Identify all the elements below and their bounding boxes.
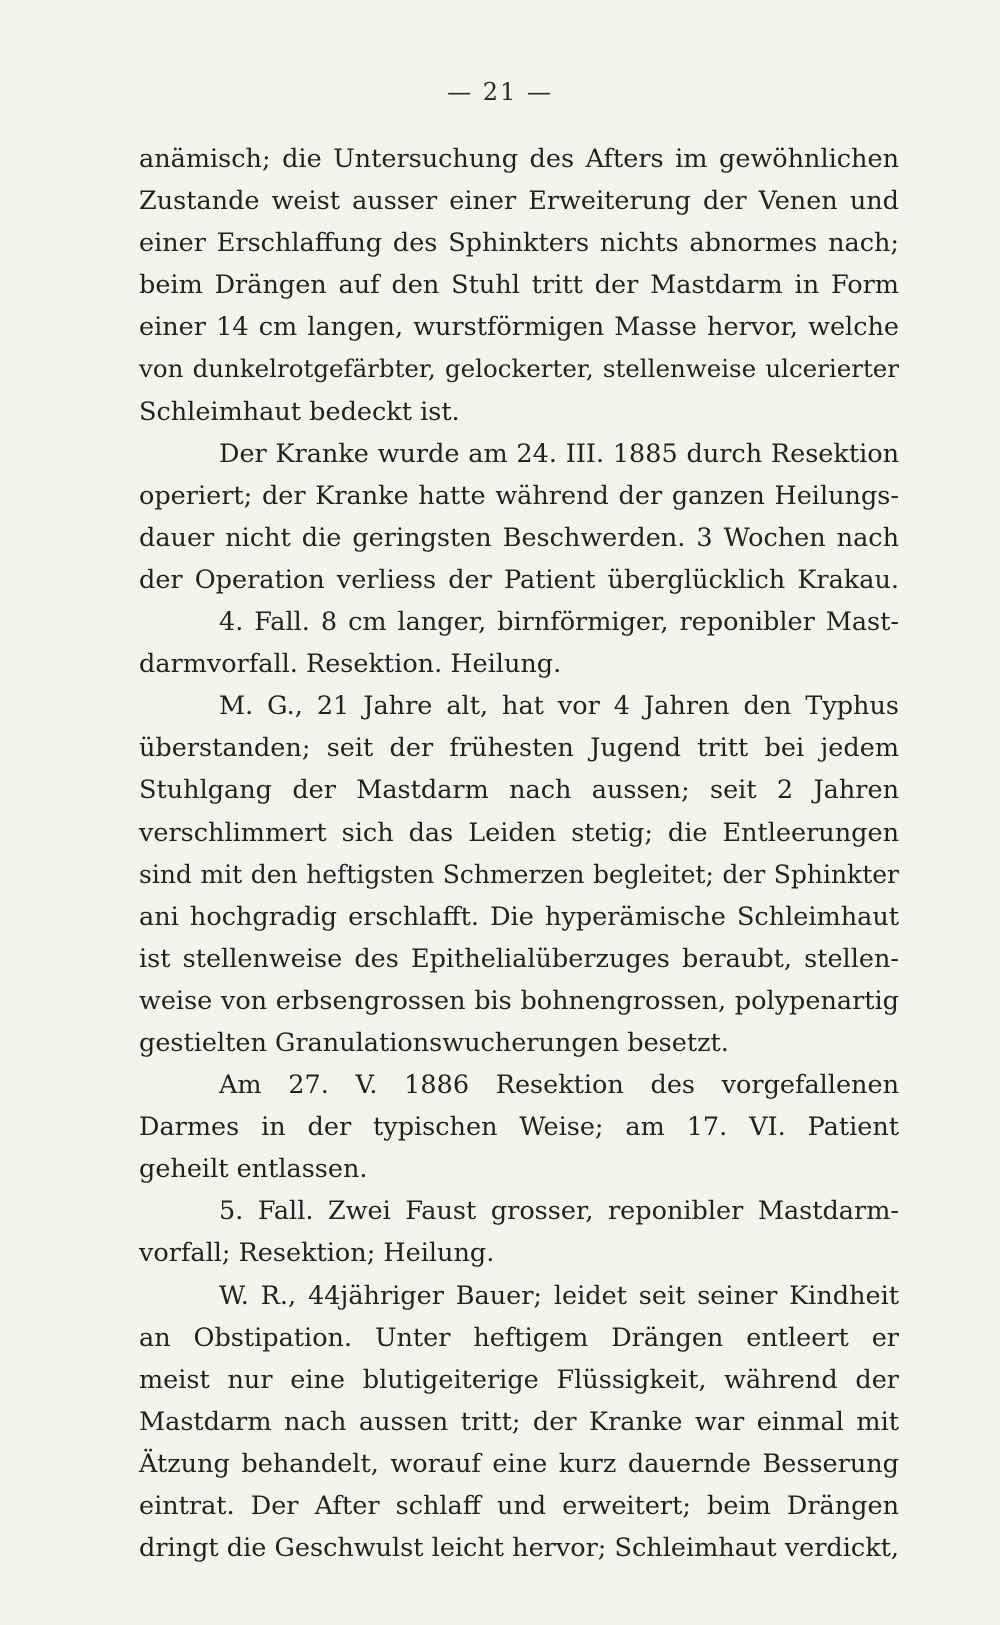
- text-line: anämisch; die Untersuchung des Afters im gewöhnlichen: [139, 144, 899, 174]
- text-line: meist nur eine blutigeiterige Flüssigkeit, während der: [139, 1364, 899, 1395]
- text-line: 5. Fall. Zwei Faust grosser, reponibler Mastdarm-: [219, 1196, 899, 1227]
- text-line: darmvorfall. Resektion. Heilung.: [139, 649, 562, 680]
- text-line: Mastdarm nach aussen tritt; der Kranke war einmal mit: [139, 1406, 899, 1437]
- text-line: dringt die Geschwulst leicht hervor; Schleimhaut verdickt,: [139, 1533, 899, 1564]
- text-line: eintrat. Der After schlaff und erweitert; beim Drängen: [139, 1491, 899, 1521]
- text-line: 4. Fall. 8 cm langer, birnförmiger, reponibler Mast-: [219, 607, 899, 638]
- text-line: vorfall; Resektion; Heilung.: [139, 1238, 495, 1269]
- text-line: beim Drängen auf den Stuhl tritt der Mastdarm in Form: [139, 270, 899, 301]
- text-line: Stuhlgang der Mastdarm nach aussen; seit 2 Jahren: [139, 775, 899, 806]
- page-number: — 21 —: [447, 78, 553, 106]
- text-line: verschlimmert sich das Leiden stetig; die Entleerungen: [139, 817, 899, 848]
- text-line: überstanden; seit der frühesten Jugend tritt bei jedem: [139, 733, 899, 764]
- text-line: ist stellenweise des Epithelialüberzuges beraubt, stellen-: [139, 943, 899, 974]
- text-line: weise von erbsengrossen bis bohnengrossen, polypenartig: [139, 985, 899, 1016]
- text-line: ani hochgradig erschlafft. Die hyperämische Schleimhaut: [139, 901, 899, 932]
- text-line: Ätzung behandelt, worauf eine kurz dauernde Besserung: [139, 1448, 899, 1479]
- text-line: einer 14 cm langen, wurstförmigen Masse hervor, welche: [139, 312, 899, 343]
- text-line: von dunkelrotgefärbter, gelockerter, stellenweise ulcerierter: [139, 354, 899, 384]
- text-line: operiert; der Kranke hatte während der ganzen Heilungs-: [139, 480, 899, 511]
- text-line: einer Erschlaffung des Sphinkters nichts abnormes nach;: [139, 228, 899, 259]
- body-text: [139, 138, 899, 1569]
- text-line: der Operation verliess der Patient überglücklich Krakau.: [139, 564, 899, 595]
- text-line: Am 27. V. 1886 Resektion des vorgefallenen: [219, 1070, 899, 1101]
- text-line: gestielten Granulationswucherungen besetzt.: [139, 1027, 729, 1058]
- text-line: Schleimhaut bedeckt ist.: [139, 396, 460, 427]
- text-line: Zustande weist ausser einer Erweiterung der Venen und: [139, 186, 899, 217]
- text-line: dauer nicht die geringsten Beschwerden. 3 Wochen nach: [139, 522, 899, 553]
- text-line: geheilt entlassen.: [139, 1154, 368, 1185]
- text-line: M. G., 21 Jahre alt, hat vor 4 Jahren den Typhus: [219, 691, 899, 722]
- text-line: Darmes in der typischen Weise; am 17. VI. Patient: [139, 1112, 899, 1143]
- text-line: W. R., 44jähriger Bauer; leidet seit seiner Kindheit: [219, 1280, 899, 1311]
- text-line: Der Kranke wurde am 24. III. 1885 durch Resektion: [219, 438, 899, 469]
- text-line: an Obstipation. Unter heftigem Drängen entleert er: [139, 1322, 899, 1353]
- text-line: sind mit den heftigsten Schmerzen begleitet; der Sphinkter: [139, 859, 899, 889]
